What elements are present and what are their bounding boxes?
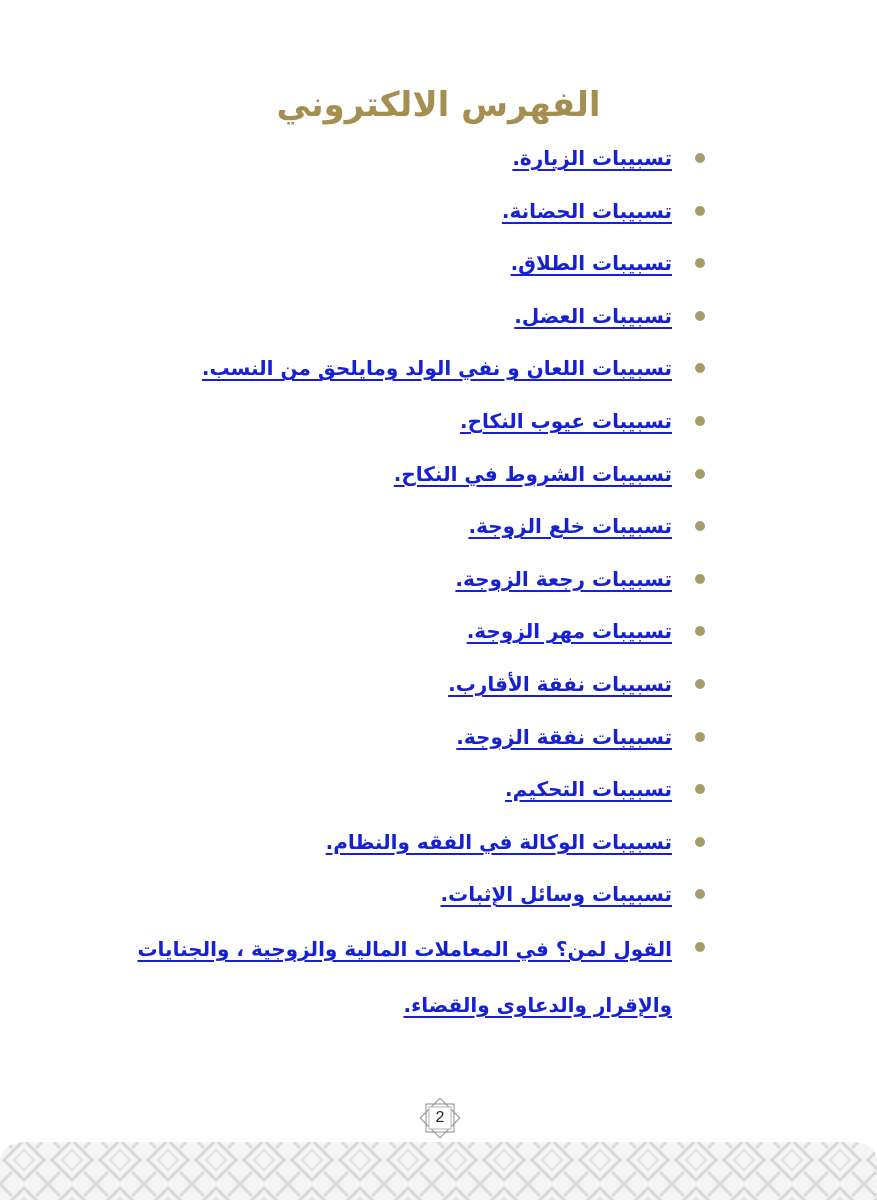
toc-item <box>117 658 717 711</box>
bullet-icon <box>695 363 705 373</box>
page-title: الفهرس الالكتروني <box>276 84 601 125</box>
toc-link-lian[interactable]: تسبيبات اللعان و نفي الولد ومايلحق من النسب. <box>201 356 672 381</box>
bullet-icon <box>695 258 705 268</box>
bullet-icon <box>695 416 705 426</box>
toc-item <box>117 605 717 658</box>
toc-item <box>117 816 717 869</box>
toc-link-marriage-conditions[interactable]: تسبيبات الشروط في النكاح. <box>393 461 672 486</box>
bullet-icon <box>695 889 705 899</box>
toc-link-arbitration[interactable]: تسبيبات التحكيم. <box>505 777 672 802</box>
toc-item <box>117 553 717 606</box>
toc-item <box>117 395 717 448</box>
bullet-icon <box>695 521 705 531</box>
toc-item <box>117 132 717 185</box>
bullet-icon <box>695 574 705 584</box>
toc-link-evidence[interactable]: تسبيبات وسائل الإثبات. <box>440 882 672 907</box>
bullet-icon <box>695 469 705 479</box>
bullet-icon <box>695 153 705 163</box>
bullet-icon <box>695 732 705 742</box>
toc-list <box>117 132 717 1033</box>
bullet-icon <box>695 206 705 216</box>
page-number-badge <box>418 1096 462 1140</box>
toc-item <box>117 500 717 553</box>
toc-item <box>117 237 717 290</box>
toc-item <box>117 185 717 238</box>
bullet-icon <box>695 784 705 794</box>
bullet-icon <box>695 837 705 847</box>
toc-link-marriage-defects[interactable]: تسبيبات عيوب النكاح. <box>459 408 672 433</box>
toc-link-khula[interactable]: تسبيبات خلع الزوجة. <box>468 514 672 539</box>
bullet-icon <box>695 942 705 952</box>
page-number: 2 <box>435 1109 445 1126</box>
toc-item <box>117 763 717 816</box>
toc-link-visitation[interactable]: تسبيبات الزيارة. <box>512 146 672 170</box>
bullet-icon <box>695 626 705 636</box>
toc-item <box>117 290 717 343</box>
toc-link-adl[interactable]: تسبيبات العضل. <box>514 303 672 328</box>
toc-link-who-to-believe[interactable]: القول لمن؟ في المعاملات المالية والزوجية ، والجنايات والإقرار والدعاوى والقضاء. <box>137 936 672 1017</box>
toc-link-wife-alimony[interactable]: تسبيبات نفقة الزوجة. <box>456 724 672 749</box>
toc-link-relatives-alimony[interactable]: تسبيبات نفقة الأقارب. <box>448 671 672 696</box>
toc-link-wife-return[interactable]: تسبيبات رجعة الزوجة. <box>455 566 672 591</box>
bullet-icon <box>695 679 705 689</box>
toc-link-agency[interactable]: تسبيبات الوكالة في الفقه والنظام. <box>325 829 672 854</box>
bullet-icon <box>695 311 705 321</box>
toc-link-custody[interactable]: تسبيبات الحضانة. <box>501 198 672 223</box>
decorative-footer-pattern <box>0 1136 877 1200</box>
toc-item <box>117 342 717 395</box>
toc-link-dowry[interactable]: تسبيبات مهر الزوجة. <box>466 619 672 644</box>
toc-item <box>117 448 717 501</box>
toc-link-divorce[interactable]: تسبيبات الطلاق. <box>510 251 672 276</box>
toc-item <box>117 868 717 921</box>
toc-item <box>117 921 717 1033</box>
toc-item <box>117 711 717 764</box>
